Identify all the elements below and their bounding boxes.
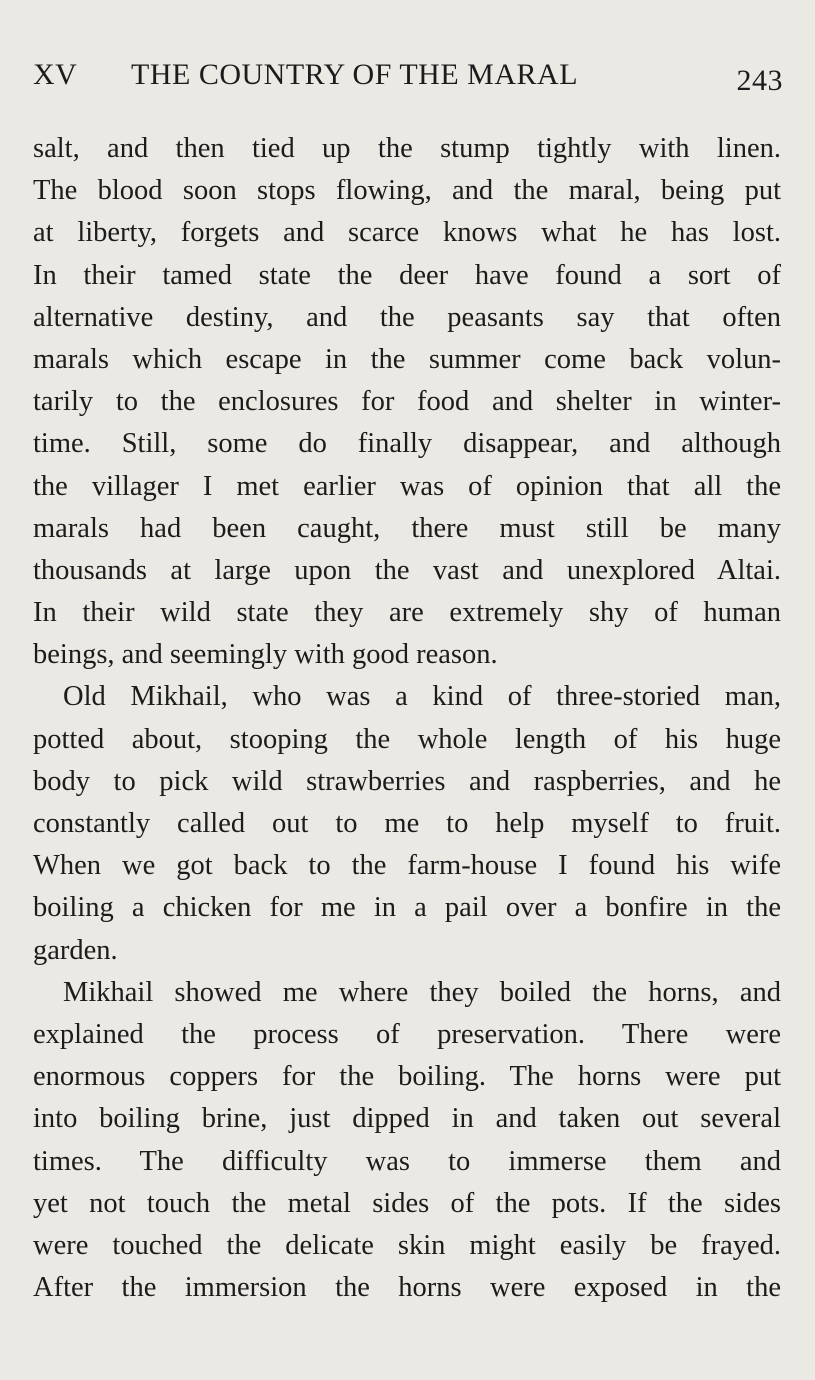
text-line: at liberty, forgets and scarce knows what he has lost. bbox=[33, 217, 781, 249]
chapter-title: THE COUNTRY OF THE MARAL bbox=[131, 58, 579, 91]
chapter-number: XV bbox=[33, 58, 78, 91]
text-line: Old Mikhail, who was a kind of three-storied man, bbox=[63, 681, 781, 713]
paragraph-3 bbox=[33, 972, 781, 1310]
body-text bbox=[33, 128, 781, 1309]
page-number: 243 bbox=[736, 64, 783, 97]
text-line: constantly called out to me to help myself to fruit. bbox=[33, 808, 781, 839]
text-line: The blood soon stops flowing, and the maral, being put bbox=[33, 175, 781, 207]
text-line: After the immersion the horns were exposed in the bbox=[33, 1272, 781, 1304]
text-line: time. Still, some do finally disappear, and although bbox=[33, 428, 781, 460]
text-line: the villager I met earlier was of opinion that all the bbox=[33, 470, 781, 502]
text-line: beings, and seemingly with good reason. bbox=[33, 639, 498, 671]
text-line: When we got back to the farm-house I found his wife bbox=[33, 850, 781, 882]
text-line: boiling a chicken for me in a pail over a bonfire in the bbox=[33, 892, 781, 924]
text-line: marals which escape in the summer come back volun- bbox=[33, 343, 781, 375]
text-line: enormous coppers for the boiling. The horns were put bbox=[33, 1061, 781, 1093]
text-line: garden. bbox=[33, 934, 118, 966]
text-line: In their tamed state the deer have found a sort of bbox=[33, 259, 781, 291]
text-line: marals had been caught, there must still be many bbox=[33, 512, 781, 544]
text-line: times. The difficulty was to immerse them and bbox=[33, 1145, 781, 1177]
text-line: thousands at large upon the vast and unexplored Altai. bbox=[33, 554, 781, 586]
text-line: potted about, stooping the whole length of his huge bbox=[33, 723, 781, 755]
text-line: alternative destiny, and the peasants say that often bbox=[33, 301, 781, 333]
text-line: yet not touch the metal sides of the pots. If the sides bbox=[33, 1187, 781, 1219]
text-line: explained the process of preservation. There were bbox=[33, 1018, 781, 1050]
paragraph-2 bbox=[33, 676, 781, 971]
text-line: body to pick wild strawberries and raspberries, and he bbox=[33, 765, 781, 797]
text-line: In their wild state they are extremely shy of human bbox=[33, 597, 781, 629]
text-line: were touched the delicate skin might easily be frayed. bbox=[33, 1229, 781, 1261]
running-head bbox=[33, 58, 783, 102]
text-line: tarily to the enclosures for food and shelter in winter- bbox=[33, 386, 781, 418]
text-line: into boiling brine, just dipped in and taken out several bbox=[33, 1103, 781, 1135]
text-line: Mikhail showed me where they boiled the horns, and bbox=[63, 976, 781, 1008]
text-line: salt, and then tied up the stump tightly with linen. bbox=[33, 133, 781, 164]
paragraph-1 bbox=[33, 128, 781, 676]
